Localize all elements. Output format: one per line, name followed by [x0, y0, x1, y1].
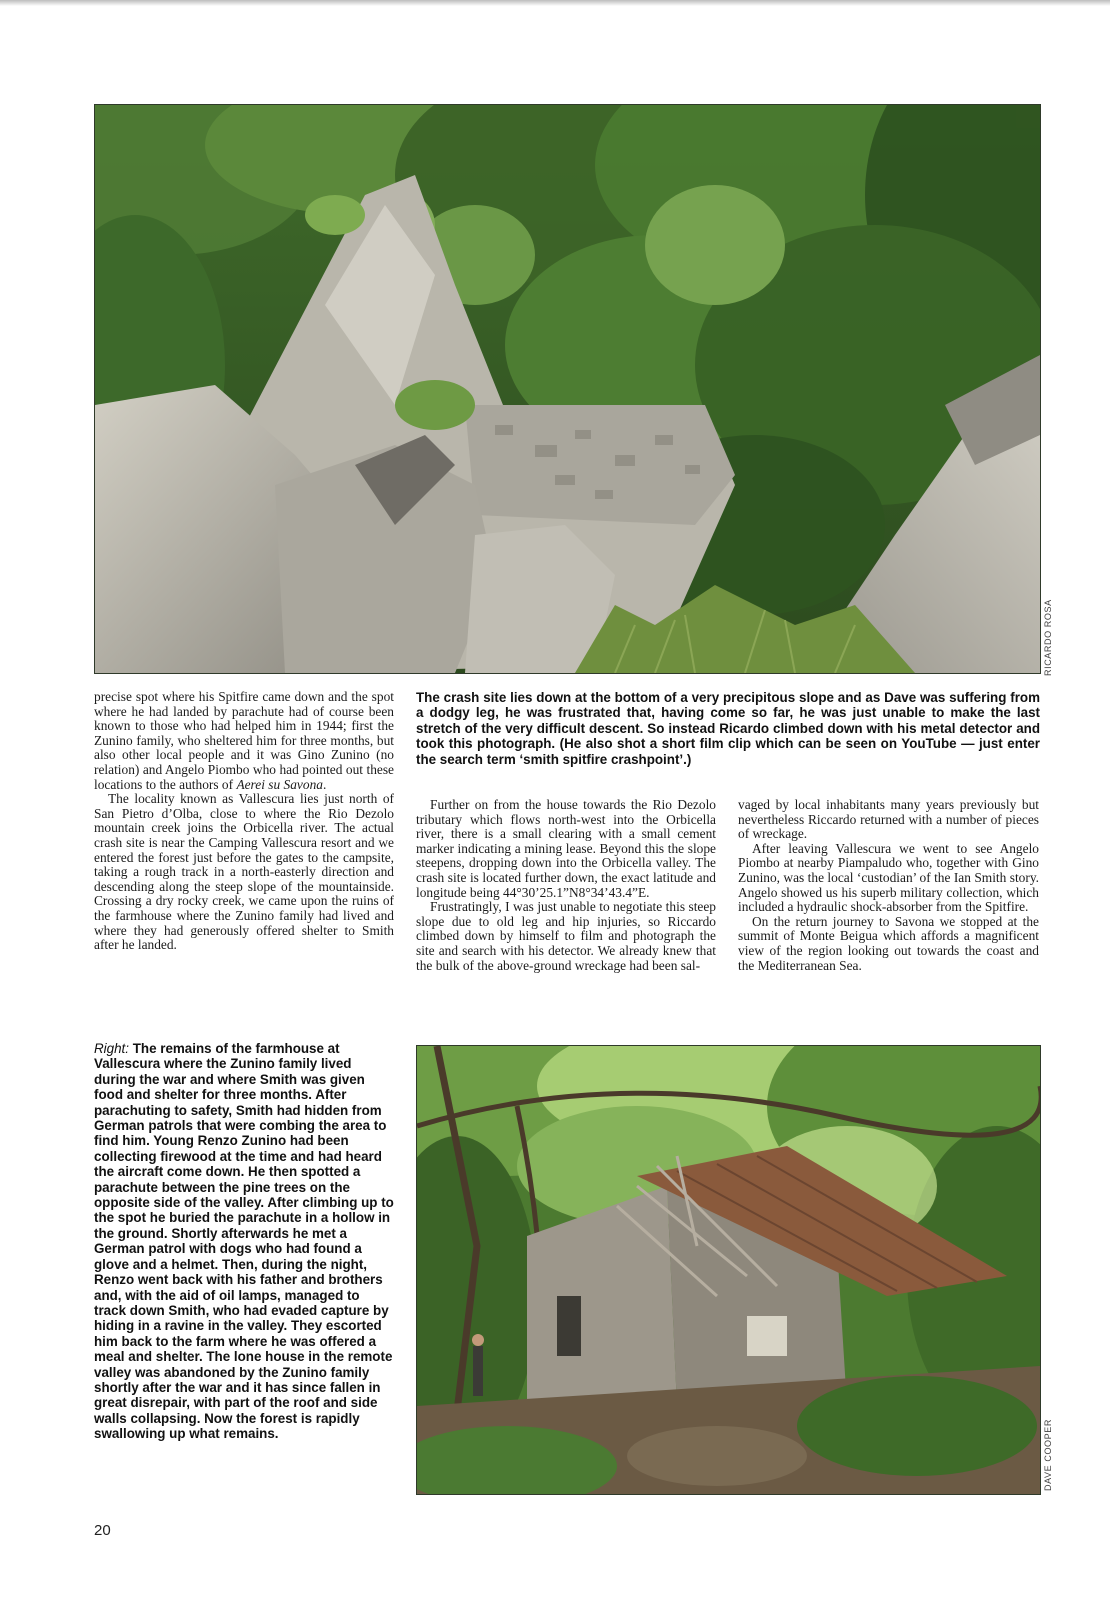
- photo-credit-bottom: DAVE COOPER: [1043, 1419, 1053, 1491]
- left-paragraph-2: The locality known as Vallescura lies just north of San Pietro d’Olba, close to where the Rio Dezolo mountain creek joins the Orbicella river. The actual crash site is near the Camping Vallescura resort and we entered the forest just before the gates to the campsite, taking a rough track in a north-easterly direction and descending along the steep slope of the mountainside. Crossing a dry rocky creek, we came upon the ruins of the farmhouse where the Zunino family had lived and where they had generously offered shelter to Smith after he landed.: [94, 791, 394, 953]
- left-paragraph-1: precise spot where his Spitfire came down and the spot where he had landed by parachute had of course been known to those who had helped him in 1944; first the Zunino family, who sheltered him for three months, but also other local people and it was Gino Zunino (no relation) and Angelo Piombo who had pointed out these locations to the authors of Aerei su Savona.: [94, 689, 394, 792]
- right-text-column: [738, 798, 1039, 973]
- caption-direction: Right:: [94, 1041, 129, 1056]
- page-number: 20: [94, 1522, 111, 1539]
- middle-paragraph-2: Frustratingly, I was just unable to negotiate this steep slope due to old leg and hip injuries, so Riccardo climbed down by himself to film and photograph the site and search with his detector. We already knew that the bulk of the above-ground wreckage had been sal-: [416, 899, 716, 973]
- crash-site-photo: [94, 104, 1041, 674]
- farmhouse-photo: [416, 1045, 1041, 1495]
- middle-text-column: [416, 798, 716, 973]
- photo-credit-top: RICARDO ROSA: [1043, 599, 1053, 676]
- farmhouse-caption-text: The remains of the farmhouse at Vallescura where the Zunino family lived during the war and where Smith was given food and shelter for three months. After parachuting to safety, Smith had hidden from German patrols that were combing the area to find him. Young Renzo Zunino had been collecting firewood at the time and had heard the aircraft come down. He then spotted a parachute between the pine trees on the opposite side of the valley. After climbing up to the spot he buried the parachute in a hollow in the ground. Shortly afterwards he met a German patrol with dogs who had found a glove and a helmet. Then, during the night, Renzo went back with his father and brothers and, with the aid of oil lamps, managed to track down Smith, who had evaded capture by hiding in a ravine in the valley. They escorted him back to the farm where he was offered a meal and shelter. The lone house in the remote valley was abandoned by the Zunino family shortly after the war and it has since fallen in great disrepair, with part of the roof and side walls collapsing. Now the forest is rapidly swallowing up what remains.: [94, 1041, 394, 1442]
- crash-site-caption: The crash site lies down at the bottom of a very precipitous slope and as Dave was suffering from a dodgy leg, he was frustrated that, having come so far, he was just unable to make the last stretch of the very difficult descent. So instead Ricardo climbed down with his metal detector and took this photograph. (He also shot a short film clip which can be seen on YouTube — just enter the search term ‘smith spitfire crashpoint’.): [416, 690, 1040, 767]
- crash-site-photo-scene: [95, 105, 1040, 673]
- book-title: Aerei su Savona: [236, 776, 323, 792]
- left-text-column: [94, 690, 394, 953]
- right-paragraph-3: On the return journey to Savona we stopped at the summit of Monte Beigua which affords a magnificent view of the region looking out towards the coast and the Mediterranean Sea.: [738, 913, 1039, 973]
- page-top-rule: [0, 0, 1110, 6]
- middle-paragraph-1: Further on from the house towards the Rio Dezolo tributary which flows north-west into the Orbicella river, there is a small clearing with a small cement marker indicating a mining lease. Beyond this the slope steepens, dropping down into the Orbicella valley. The crash site is located further down, the exact latitude and longitude being 44°30’25.1”N8°34’43.4”E.: [416, 797, 716, 900]
- farmhouse-photo-scene: [417, 1046, 1040, 1494]
- right-paragraph-1: vaged by local inhabitants many years previously but nevertheless Riccardo returned with a number of pieces of wreckage.: [738, 797, 1039, 842]
- farmhouse-caption: [94, 1041, 394, 1442]
- right-paragraph-2: After leaving Vallescura we went to see Angelo Piombo at nearby Piampaludo who, together with Gino Zunino, was the local ‘custodian’ of the Ian Smith story. Angelo showed us his superb military collection, which included a hydraulic shock-absorber from the Spitfire.: [738, 840, 1039, 915]
